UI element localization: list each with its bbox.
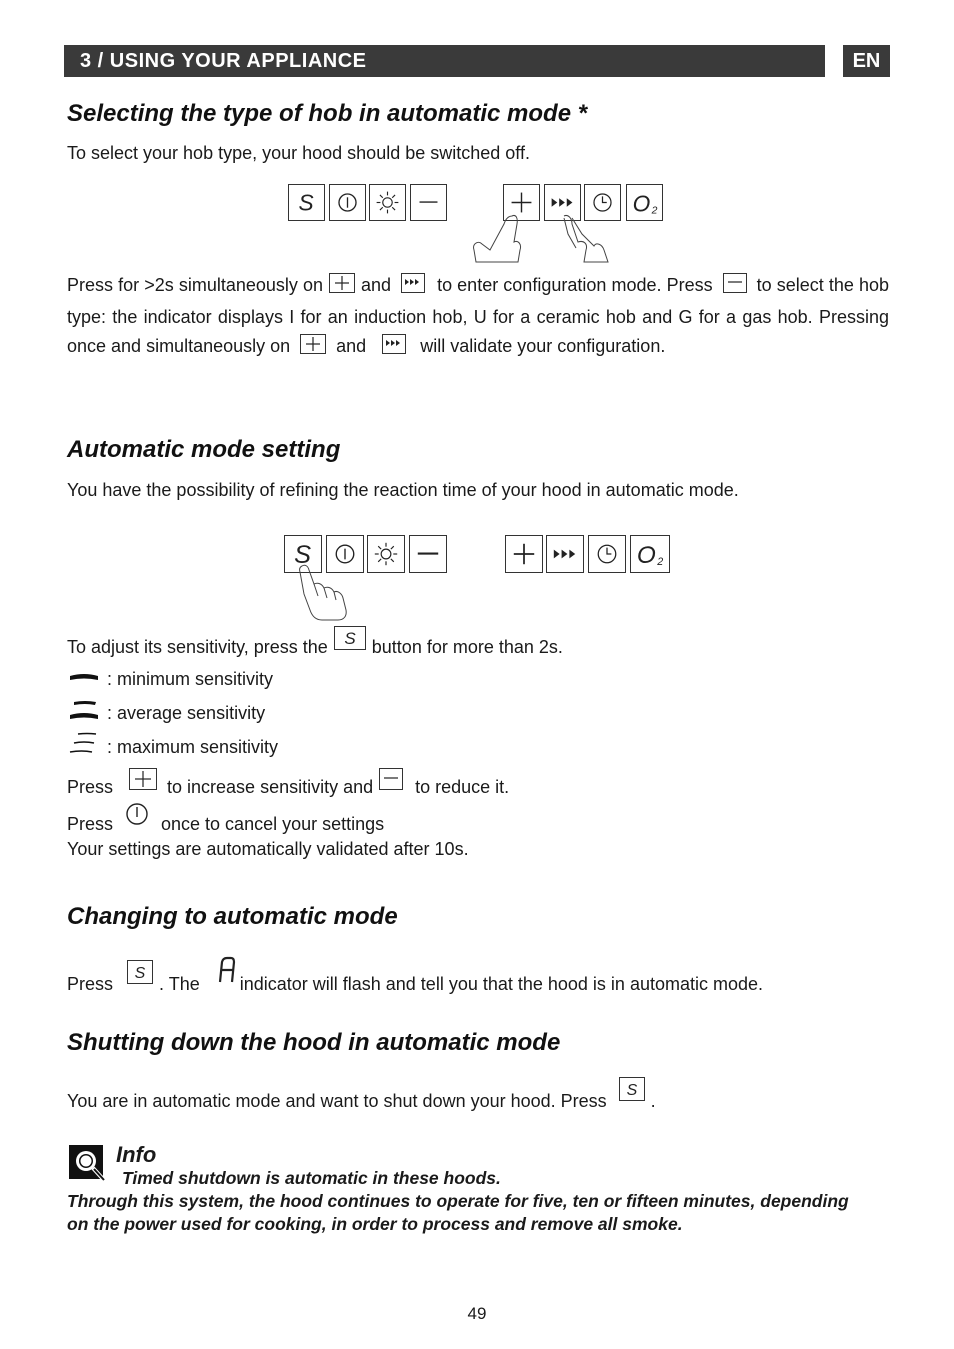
light-key (369, 184, 406, 221)
info-magnifier-icon (68, 1144, 106, 1187)
body-text: indicator will flash and tell you that the hood is in automatic mode. (239, 974, 764, 994)
body-text: and (336, 336, 367, 356)
section-title: 3 / USING YOUR APPLIANCE (80, 50, 367, 72)
max-sensitivity-icon (68, 732, 100, 761)
average-sensitivity-label: : average sensitivity (107, 703, 266, 723)
heading-hob-type: Selecting the type of hob in automatic mode * (67, 100, 588, 127)
shutting-down-text (67, 1077, 656, 1111)
boost-key (546, 535, 584, 573)
language-badge: EN (843, 45, 890, 77)
body-text: . (650, 1091, 656, 1111)
o2-key (626, 184, 663, 221)
adjust-sensitivity-line (67, 626, 563, 662)
body-text: to enter configuration mode. Press (437, 275, 713, 295)
minus-icon (723, 273, 747, 303)
max-sensitivity-label: : maximum sensitivity (107, 737, 279, 757)
o2-key (630, 535, 670, 573)
body-text: to select the hob type: the indicator displays I for an induction hob, U for a ceramic hob and G for a gas hob. Pressing once and simultaneously on (67, 275, 889, 356)
hob-type-instructions (67, 271, 889, 364)
minus-icon (411, 185, 446, 220)
body-text: Press (67, 814, 114, 834)
s-key-label: S (294, 541, 311, 570)
boost-icon (401, 273, 425, 303)
body-text: . The (159, 974, 200, 994)
body-text: to increase sensitivity and (167, 777, 374, 797)
s-key-label: S (344, 629, 356, 648)
s-key-label: S (298, 189, 314, 216)
power-key (329, 184, 366, 221)
info-line-3: on the power used for cooking, in order to process and remove all smoke. (67, 1214, 683, 1234)
s-key-icon (619, 1077, 645, 1110)
plus-icon (129, 768, 157, 797)
o2-key-label: O (636, 542, 656, 570)
minus-icon (379, 768, 403, 797)
body-text: will validate your configuration. (420, 336, 666, 356)
auto-validated-text: Your settings are automatically validated after 10s. (67, 839, 469, 859)
s-key-label: S (626, 1082, 638, 1099)
light-icon (368, 536, 404, 572)
light-icon (370, 185, 405, 220)
auto-indicator-icon (216, 956, 236, 993)
body-text: Press (67, 974, 114, 994)
plus-icon (329, 273, 355, 303)
body-text: to reduce it. (415, 777, 510, 797)
o2-key-subscript: 2 (651, 205, 658, 217)
o2-key-label: O (632, 190, 651, 217)
s-key (288, 184, 325, 221)
body-text: Press for >2s simultaneously on (67, 275, 324, 295)
s-key-icon (334, 626, 366, 662)
light-key (367, 535, 405, 573)
minus-key (409, 535, 447, 573)
plus-icon (300, 334, 326, 364)
power-icon (330, 185, 365, 220)
page-number: 49 (467, 1304, 487, 1323)
minus-icon (410, 536, 446, 572)
heading-shutting-down: Shutting down the hood in automatic mode (67, 1029, 561, 1056)
info-line-2: Through this system, the hood continues to operate for five, ten or fifteen minutes, depending (67, 1191, 849, 1211)
average-sensitivity-icon (68, 699, 100, 726)
minus-key (410, 184, 447, 221)
s-key-label: S (134, 965, 146, 982)
plus-icon (506, 536, 542, 572)
timer-key (588, 535, 626, 573)
auto-mode-intro: You have the possibility of refining the reaction time of your hood in automatic mode. (67, 480, 739, 500)
body-text: once to cancel your settings (161, 814, 385, 834)
clock-icon (589, 536, 625, 572)
cancel-settings-line (67, 802, 385, 834)
info-line-1: Timed shutdown is automatic in these hoods. (122, 1168, 501, 1188)
boost-icon (547, 536, 583, 572)
heading-changing-auto-mode: Changing to automatic mode (67, 903, 398, 930)
s-key-icon (127, 960, 153, 993)
power-icon (125, 802, 149, 833)
body-text: You are in automatic mode and want to shut down your hood. Press (67, 1091, 607, 1111)
body-text: and (361, 275, 392, 295)
hob-type-intro: To select your hob type, your hood should be switched off. (67, 143, 530, 163)
min-sensitivity-label: : minimum sensitivity (107, 669, 274, 689)
body-text: button for more than 2s. (371, 637, 563, 657)
changing-auto-mode-text (67, 956, 764, 994)
boost-icon (382, 334, 406, 364)
body-text: To adjust its sensitivity, press the (67, 637, 328, 657)
o2-key-subscript: 2 (657, 556, 664, 569)
min-sensitivity-icon (68, 671, 100, 689)
hand-press-icon (296, 564, 352, 622)
hand-press-icon (468, 214, 618, 266)
info-title: Info (116, 1142, 157, 1167)
increase-reduce-line (67, 768, 510, 797)
heading-auto-mode-setting: Automatic mode setting (67, 436, 341, 463)
plus-key (505, 535, 543, 573)
body-text: Press (67, 777, 114, 797)
